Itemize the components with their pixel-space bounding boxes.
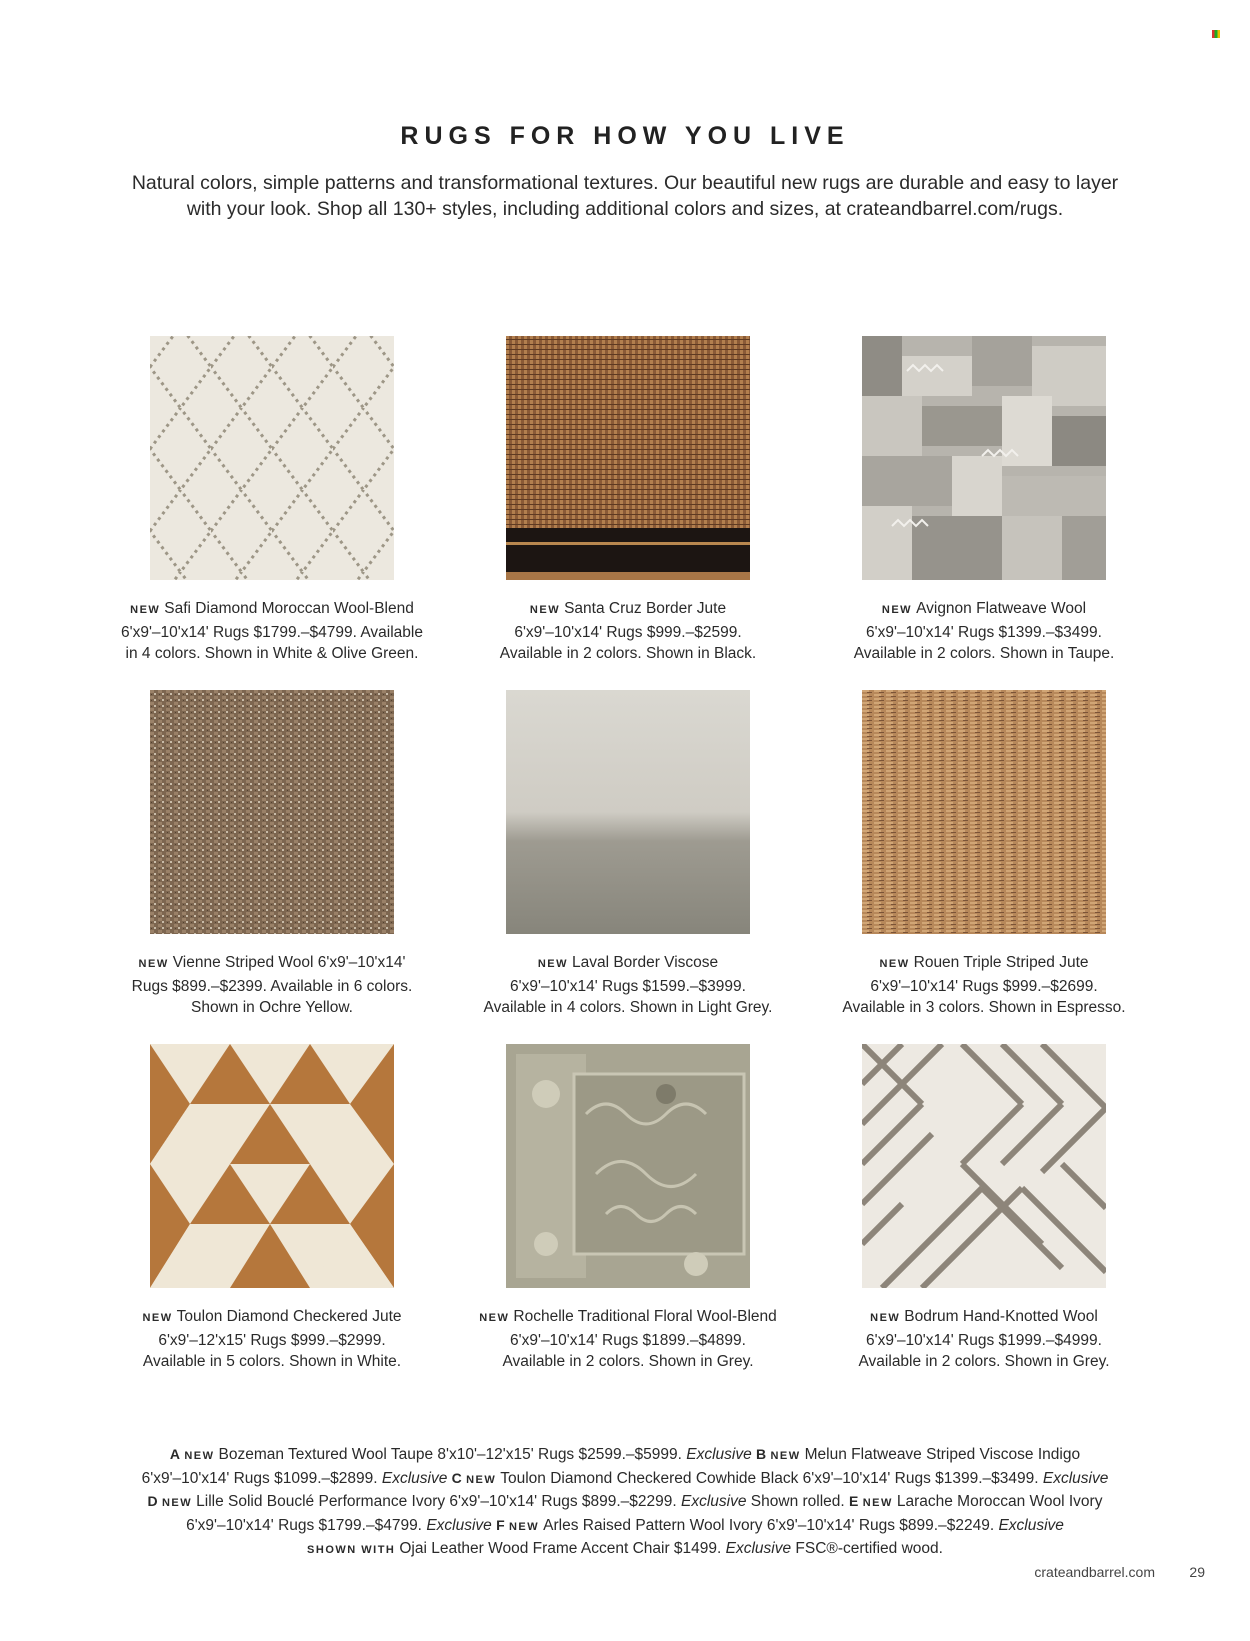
exclusive-label: Exclusive [381, 1469, 448, 1487]
new-tag: NEW [184, 1450, 215, 1462]
product-availability: Available in 2 colors. Shown in Black. [499, 645, 757, 662]
bodrum-hand-knotted-image [862, 1044, 1106, 1288]
rug-avignon-swatch[interactable] [862, 336, 1106, 580]
intro-line: Natural colors, simple patterns and transformational textures. Our beautiful new rugs are durable and easy to layer [131, 172, 1119, 194]
rouen-striped-jute-image [862, 690, 1106, 934]
rug-toulon-swatch[interactable] [150, 1044, 394, 1288]
product-name: Avignon Flatweave Wool [916, 600, 1087, 617]
rug-vienne-swatch[interactable] [150, 690, 394, 934]
new-tag: NEW [479, 1312, 510, 1324]
product-name: Vienne Striped Wool 6'x9'–10'x14' [172, 954, 406, 971]
product-name: Toulon Diamond Checkered Jute [176, 1308, 402, 1325]
santa-cruz-jute-image [506, 336, 750, 580]
footer-website-link[interactable]: crateandbarrel.com [1034, 1564, 1155, 1580]
product-price: 6'x9'–10'x14' Rugs $1899.–$4899. [510, 1331, 746, 1349]
credit-text: Toulon Diamond Checkered Cowhide Black 6'x9'–10'x14' Rugs $1399.–$3499. [500, 1469, 1039, 1487]
photo-credits [60, 1444, 1190, 1562]
toulon-diamond-jute-image [150, 1044, 394, 1288]
credit-text: 6'x9'–10'x14' Rugs $1799.–$4799. [186, 1516, 422, 1534]
product-caption-rochelle [438, 1306, 818, 1373]
product-price: 6'x9'–10'x14' Rugs $1799.–$4799. Available [121, 623, 423, 641]
rug-rouen-swatch[interactable] [862, 690, 1106, 934]
product-name: Rochelle Traditional Floral Wool-Blend [513, 1308, 777, 1325]
page-number: 29 [1189, 1564, 1205, 1580]
product-price: Rugs $899.–$2399. Available in 6 colors. [131, 977, 413, 995]
fsc-note: FSC®-certified wood. [795, 1540, 943, 1557]
credit-text: Melun Flatweave Striped Viscose Indigo [804, 1446, 1081, 1463]
product-price: 6'x9'–12'x15' Rugs $999.–$2999. [158, 1331, 386, 1349]
credit-text: 6'x9'–10'x14' Rugs $1099.–$2899. [141, 1469, 378, 1487]
product-caption-vienne [82, 952, 462, 1019]
exclusive-label: Exclusive [1042, 1469, 1109, 1487]
new-tag: NEW [770, 1450, 801, 1462]
credit-line [60, 1491, 1190, 1515]
page-title: RUGS FOR HOW YOU LIVE [400, 122, 850, 150]
product-caption-laval [438, 952, 818, 1019]
vienne-striped-wool-image [150, 690, 394, 934]
credit-letter: E [849, 1493, 859, 1509]
new-tag: NEW [138, 958, 169, 970]
credit-letter: F [496, 1516, 505, 1533]
new-tag: NEW [466, 1473, 497, 1486]
color-mark [1212, 30, 1220, 38]
product-availability: Available in 5 colors. Shown in White. [142, 1353, 402, 1370]
product-price: 6'x9'–10'x14' Rugs $999.–$2599. [514, 623, 742, 641]
product-availability: Available in 2 colors. Shown in Taupe. [853, 645, 1115, 662]
product-name: Rouen Triple Striped Jute [913, 954, 1089, 971]
exclusive-label: Exclusive [686, 1446, 752, 1463]
new-tag: NEW [529, 604, 561, 616]
avignon-flatweave-image [862, 336, 1106, 580]
credit-line [60, 1515, 1190, 1539]
rug-laval-swatch[interactable] [506, 690, 750, 934]
credit-text: Bozeman Textured Wool Taupe 8'x10'–12'x15' Rugs $2599.–$5999. [218, 1446, 682, 1463]
product-caption-avignon [794, 598, 1174, 665]
product-price: 6'x9'–10'x14' Rugs $1399.–$3499. [866, 623, 1102, 641]
rug-bodrum-swatch[interactable] [862, 1044, 1106, 1288]
new-tag: NEW [508, 1520, 540, 1533]
product-name: Safi Diamond Moroccan Wool-Blend [164, 600, 414, 617]
product-price: 6'x9'–10'x14' Rugs $1599.–$3999. [510, 977, 746, 995]
product-caption-bodrum [794, 1306, 1174, 1373]
credit-letter: D [147, 1493, 158, 1509]
credit-text: Larache Moroccan Wool Ivory [896, 1493, 1103, 1510]
laval-border-viscose-image [506, 690, 750, 934]
shown-with-tag: SHOWN WITH [307, 1544, 396, 1556]
credit-text: Lille Solid Bouclé Performance Ivory 6'x9'–10'x14' Rugs $899.–$2299. [196, 1493, 677, 1510]
product-availability: Available in 2 colors. Shown in Grey. [502, 1353, 754, 1370]
new-tag: NEW [879, 958, 910, 970]
new-tag: NEW [142, 1312, 173, 1324]
product-caption-safi [82, 598, 462, 665]
new-tag: NEW [881, 604, 913, 616]
credit-text: Ojai Leather Wood Frame Accent Chair $1499. [399, 1540, 722, 1557]
rug-rochelle-swatch[interactable] [506, 1044, 750, 1288]
product-name: Santa Cruz Border Jute [564, 600, 727, 617]
rochelle-floral-image [506, 1044, 750, 1288]
credit-line [60, 1468, 1190, 1492]
exclusive-label: Exclusive [725, 1540, 792, 1557]
safi-diamond-pattern-image [150, 336, 394, 580]
product-price: 6'x9'–10'x14' Rugs $999.–$2699. [870, 977, 1098, 995]
new-tag: NEW [161, 1497, 193, 1509]
product-caption-rouen [794, 952, 1174, 1019]
credit-letter: B [756, 1446, 767, 1462]
exclusive-label: Exclusive [426, 1516, 492, 1534]
product-availability: Available in 2 colors. Shown in Grey. [858, 1353, 1110, 1370]
new-tag: NEW [870, 1312, 901, 1324]
new-tag: NEW [130, 604, 161, 616]
new-tag: NEW [537, 958, 568, 970]
new-tag: NEW [862, 1497, 893, 1509]
credit-letter: C [451, 1469, 462, 1486]
product-name: Laval Border Viscose [571, 954, 719, 971]
exclusive-label: Exclusive [998, 1516, 1064, 1534]
product-availability: Shown in Ochre Yellow. [191, 999, 353, 1016]
intro-line: with your look. Shop all 130+ styles, including additional colors and sizes, at crateandbarrel.com/rugs. [186, 198, 1064, 220]
credit-line [60, 1444, 1190, 1468]
credit-note: Shown rolled. [750, 1493, 845, 1510]
credit-text: Arles Raised Pattern Wool Ivory 6'x9'–10'x14' Rugs $899.–$2249. [543, 1516, 995, 1534]
product-availability: Available in 4 colors. Shown in Light Grey. [483, 999, 773, 1016]
product-price: 6'x9'–10'x14' Rugs $1999.–$4999. [866, 1331, 1102, 1349]
rug-safi-swatch[interactable] [150, 336, 394, 580]
product-caption-santa-cruz [438, 598, 818, 665]
credit-letter: A [169, 1446, 181, 1462]
rug-santa-cruz-swatch[interactable] [506, 336, 750, 580]
exclusive-label: Exclusive [681, 1493, 747, 1510]
credit-line [60, 1538, 1190, 1562]
product-name: Bodrum Hand-Knotted Wool [904, 1308, 1098, 1325]
product-availability: Available in 3 colors. Shown in Espresso. [842, 999, 1126, 1016]
intro-text [75, 170, 1175, 222]
product-caption-toulon [82, 1306, 462, 1373]
product-availability: in 4 colors. Shown in White & Olive Green. [125, 645, 419, 662]
